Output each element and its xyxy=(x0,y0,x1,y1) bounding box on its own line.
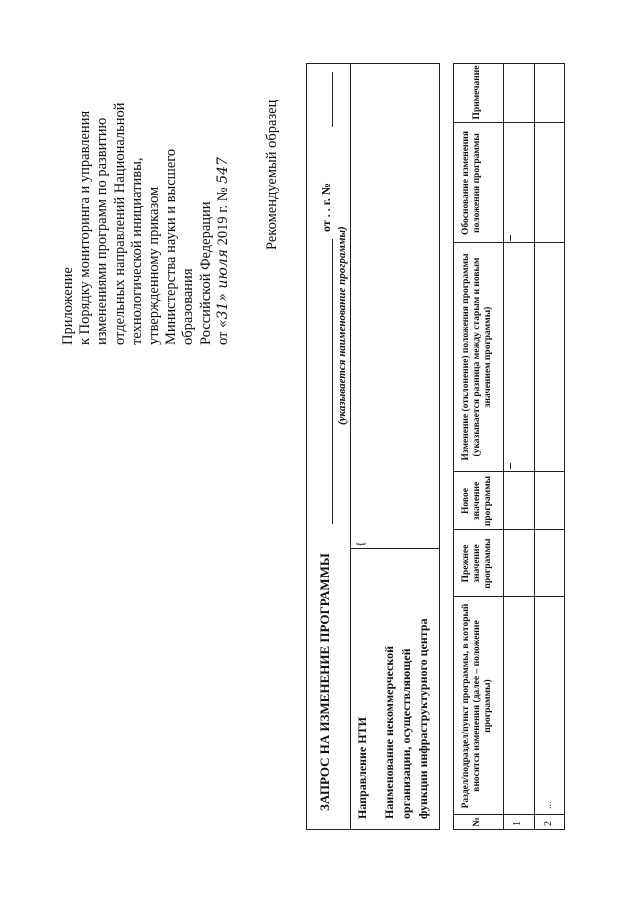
program-name-hint: (указывается наименование программы) xyxy=(336,226,348,425)
table-header-justification: Обоснование изменения положения программы xyxy=(461,131,482,236)
cell-dash-mark xyxy=(510,463,511,469)
annex-line: к Порядку мониторинга и управления xyxy=(77,110,94,345)
annex-block xyxy=(60,65,232,345)
annex-line: изменениями программ по развитию xyxy=(94,117,111,345)
table-cell-ellipsis: ... xyxy=(543,801,554,809)
annex-line: отдельных направлений Национальной xyxy=(111,102,128,345)
handwritten-order-number: 547 xyxy=(214,157,231,184)
table-row-divider xyxy=(503,64,504,829)
table-header-new-value: Новое значение программы xyxy=(461,475,493,527)
annex-line: технологической инициативы, xyxy=(128,157,145,345)
annex-line: Приложение xyxy=(60,267,76,345)
date-year: 2019 г. № xyxy=(214,187,231,246)
table-col-divider xyxy=(454,814,564,815)
direction-label: Направление НТИ xyxy=(355,717,369,819)
changes-table xyxy=(453,63,565,830)
annex-line: Министерства науки и высшего xyxy=(163,148,180,345)
request-title: ЗАПРОС НА ИЗМЕНЕНИЕ ПРОГРАММЫ xyxy=(317,553,332,811)
form-divider xyxy=(350,64,351,829)
annex-line: образования xyxy=(180,268,197,345)
table-row-number: 1 xyxy=(512,821,523,826)
table-header-number: № xyxy=(472,817,482,827)
annex-line: Российской Федерации xyxy=(197,201,214,345)
table-col-divider xyxy=(454,596,564,597)
table-col-divider xyxy=(454,122,564,123)
cell-dash-mark xyxy=(510,235,511,241)
request-date-template: от . . г. № xyxy=(319,183,333,232)
program-name-line xyxy=(332,239,333,524)
table-header-deviation: Изменение (отклонение) положения программы (указывается разница между старым и новым значением программы) xyxy=(461,253,493,461)
table-header-note: Примечание xyxy=(472,65,482,120)
handwritten-date: «31» июля xyxy=(214,249,231,328)
request-form xyxy=(306,63,440,830)
annex-line: утвержденному приказом xyxy=(146,186,163,345)
table-row-number: 2 xyxy=(543,821,554,826)
table-header-old-value: Прежнее значение программы xyxy=(461,538,493,589)
field-brace: { xyxy=(353,541,367,547)
table-col-divider xyxy=(454,242,564,243)
organization-label: Наименование некоммерческой организации, осуществляющей функции инфраструктурного центра xyxy=(382,618,430,819)
date-prefix: от xyxy=(214,331,231,345)
form-column-divider xyxy=(350,548,439,549)
request-number-line xyxy=(332,72,333,127)
table-row-divider xyxy=(534,64,535,829)
annex-date-line xyxy=(215,65,232,345)
recommended-sample-label: Рекомендуемый образец xyxy=(264,99,280,250)
table-header-section: Раздел/подраздел/пункт программы, в который вносятся изменения (далее – положение программы) xyxy=(461,603,493,809)
